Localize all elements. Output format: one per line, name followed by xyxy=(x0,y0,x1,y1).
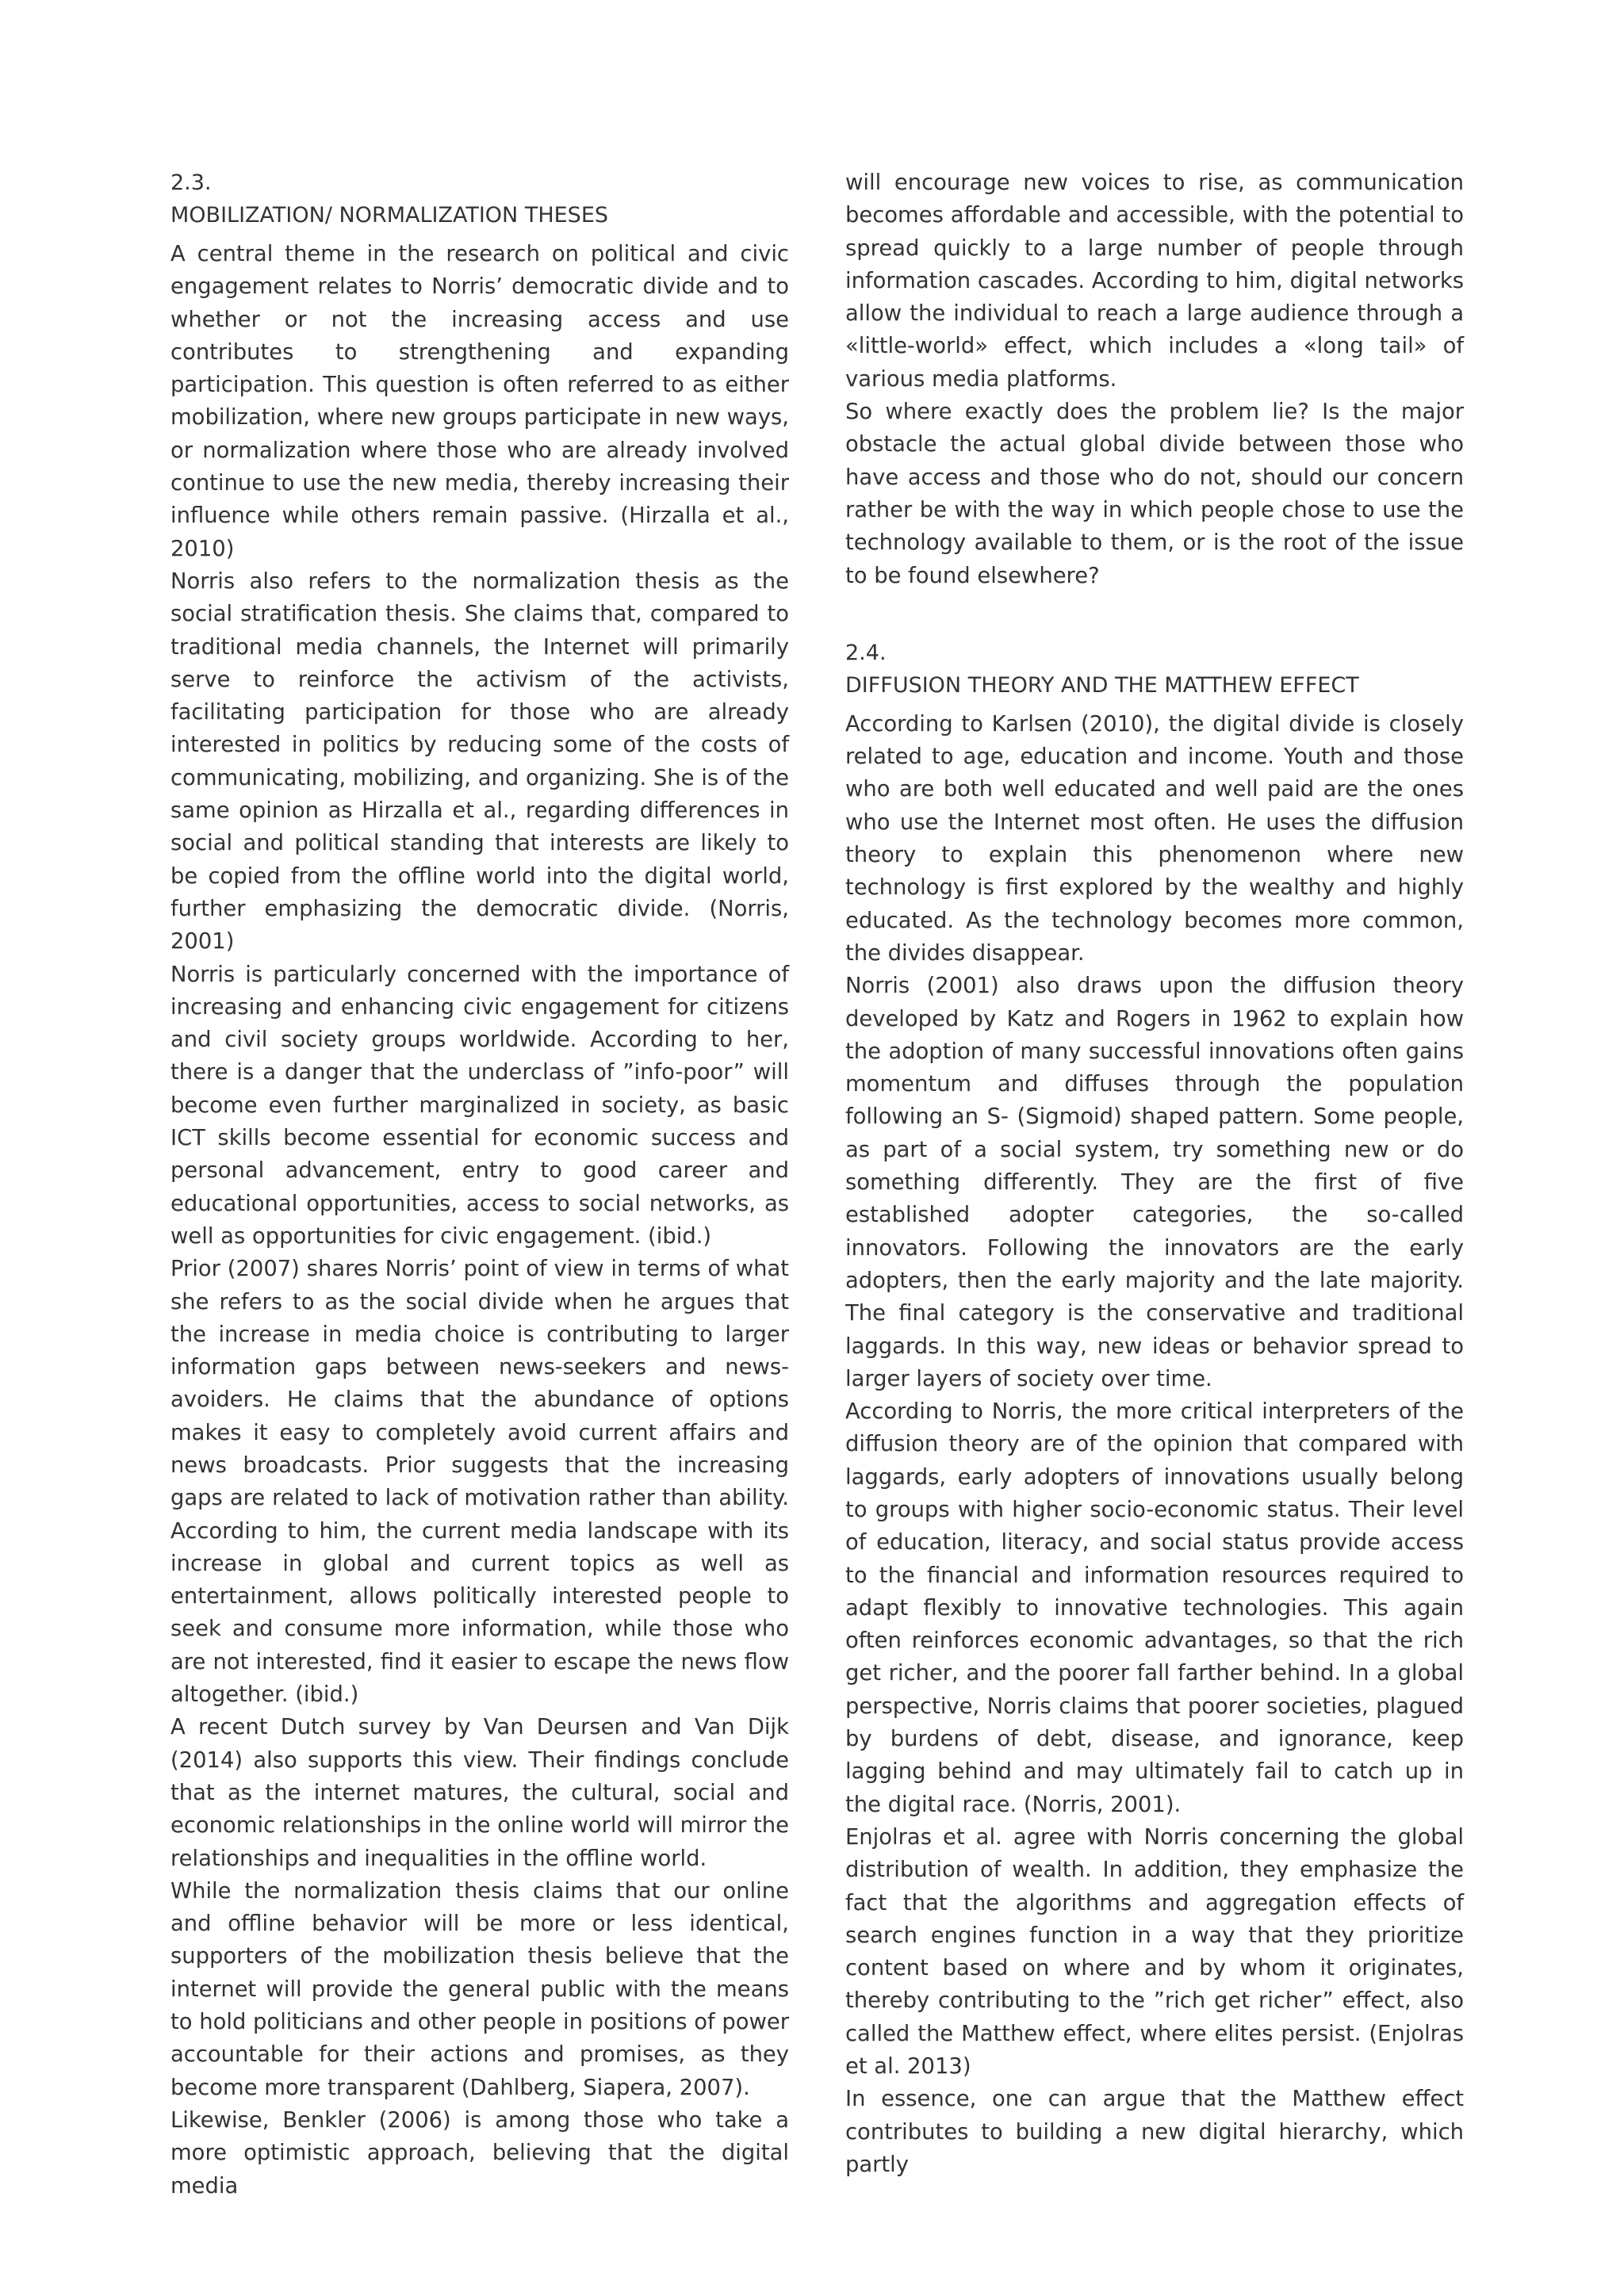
section-number: 2.3. xyxy=(170,170,212,195)
left-column xyxy=(170,166,789,2202)
section-number: 2.4. xyxy=(845,640,887,665)
body-paragraph: Norris also refers to the normalization thesis as the social stratification thesis. She claims that, compared to traditional media channels, the Internet will primarily serve to reinforce the activism of the activists, facilitating participation for those who are already interested in politics by reducing some of the costs of communicating, mobilizing, and organizing. She is of the same opinion as Hirzalla et al., regarding differences in social and political standing that interests are likely to be copied from the offline world into the digital world, further emphasizing the democratic divide. (Norris, 2001) xyxy=(170,568,789,955)
body-paragraph: Likewise, Benkler (2006) is among those who take a more optimistic approach, believing that the digital media xyxy=(170,2107,789,2198)
body-paragraph: Enjolras et al. agree with Norris concerning the global distribution of wealth. In addition, they emphasize the fact that the algorithms and aggregation effects of search engines function in a way that they prioritize content based on where and by whom it originates, thereby contributing to the ”rich get richer” effect, also called the Matthew effect, where elites persist. (Enjolras et al. 2013) xyxy=(845,1824,1464,2080)
body-paragraph: will encourage new voices to rise, as communication becomes affordable and accessible, with the potential to spread quickly to a large number of people through information cascades. According to him, digital networks allow the individual to reach a large audience through a «little-world» effect, which includes a «long tail» of various media platforms. xyxy=(845,170,1464,392)
body-paragraph: A central theme in the research on political and civic engagement relates to Norris’ democratic divide and to whether or not the increasing access and use contributes to strengthening and expanding participation. This question is often referred to as either mobilization, where new groups participate in new ways, or normalization where those who are already involved continue to use the new media, thereby increasing their influence while others remain passive. (Hirzalla et al., 2010) xyxy=(170,242,789,561)
body-paragraph: In essence, one can argue that the Matthew effect contributes to building a new digital hierarchy, which partly xyxy=(845,2087,1464,2177)
section-title: MOBILIZATION/ NORMALIZATION THESES xyxy=(170,203,609,228)
body-paragraph: A recent Dutch survey by Van Deursen and Van Dijk (2014) also supports this view. Their findings conclude that as the internet matures, the cultural, social and economic relationships in the online world will mirror the relationships and inequalities in the offline world. xyxy=(170,1715,789,1871)
right-column xyxy=(845,166,1464,2181)
body-paragraph: According to Norris, the more critical interpreters of the diffusion theory are of the opinion that compared with laggards, early adopters of innovations usually belong to groups with higher socio-economic status. Their level of education, literacy, and social status provide access to the financial and information resources required to adapt flexibly to innovative technologies. This again often reinforces economic advantages, so that the rich get richer, and the poorer fall farther behind. In a global perspective, Norris claims that poorer societies, plagued by burdens of debt, disease, and ignorance, keep lagging behind and may ultimately fail to catch up in the digital race. (Norris, 2001). xyxy=(845,1399,1464,1817)
body-paragraph: Prior (2007) shares Norris’ point of view in terms of what she refers to as the social divide when he argues that the increase in media choice is contributing to larger information gaps between news-seekers and news-avoiders. He claims that the abundance of options makes it easy to completely avoid current affairs and news broadcasts. Prior suggests that the increasing gaps are related to lack of motivation rather than ability. According to him, the current media landscape with its increase in global and current topics as well as entertainment, allows politically interested people to seek and consume more information, while those who are not interested, find it easier to escape the news flow altogether. (ibid.) xyxy=(170,1257,789,1708)
body-paragraph: While the normalization thesis claims that our online and offline behavior will be more or less identical, supporters of the mobilization thesis believe that the internet will provide the general public with the means to hold politicians and other people in positions of power accountable for their actions and promises, as they become more transparent (Dahlberg, Siapera, 2007). xyxy=(170,1878,789,2100)
body-paragraph: Norris is particularly concerned with the importance of increasing and enhancing civic engagement for citizens and civil society groups worldwide. According to her, there is a danger that the underclass of ”info-poor” will become even further marginalized in society, as basic ICT skills become essential for economic success and personal advancement, entry to good career and educational opportunities, access to social networks, as well as opportunities for civic engagement. (ibid.) xyxy=(170,962,789,1249)
body-paragraph: So where exactly does the problem lie? Is the major obstacle the actual global divide between those who have access and those who do not, should our concern rather be with the way in which people chose to use the technology available to them, or is the root of the issue to be found elsewhere? xyxy=(845,400,1464,588)
section-title: DIFFUSION THEORY AND THE MATTHEW EFFECT xyxy=(845,672,1359,698)
body-paragraph: Norris (2001) also draws upon the diffusion theory developed by Katz and Rogers in 1962 to explain how the adoption of many successful innovations often gains momentum and diffuses through the population following an S- (Sigmoid) shaped pattern. Some people, as part of a social system, try something new or do something differently. They are the first of five established adopter categories, the so-called innovators. Following the innovators are the early adopters, then the early majority and the late majority. The final category is the conservative and traditional laggards. In this way, new ideas or behavior spread to larger layers of society over time. xyxy=(845,974,1464,1391)
body-paragraph: According to Karlsen (2010), the digital divide is closely related to age, education and income. Youth and those who are both well educated and well paid are the ones who use the Internet most often. He uses the diffusion theory to explain this phenomenon where new technology is first explored by the wealthy and highly educated. As the technology becomes more common, the divides disappear. xyxy=(845,711,1464,966)
